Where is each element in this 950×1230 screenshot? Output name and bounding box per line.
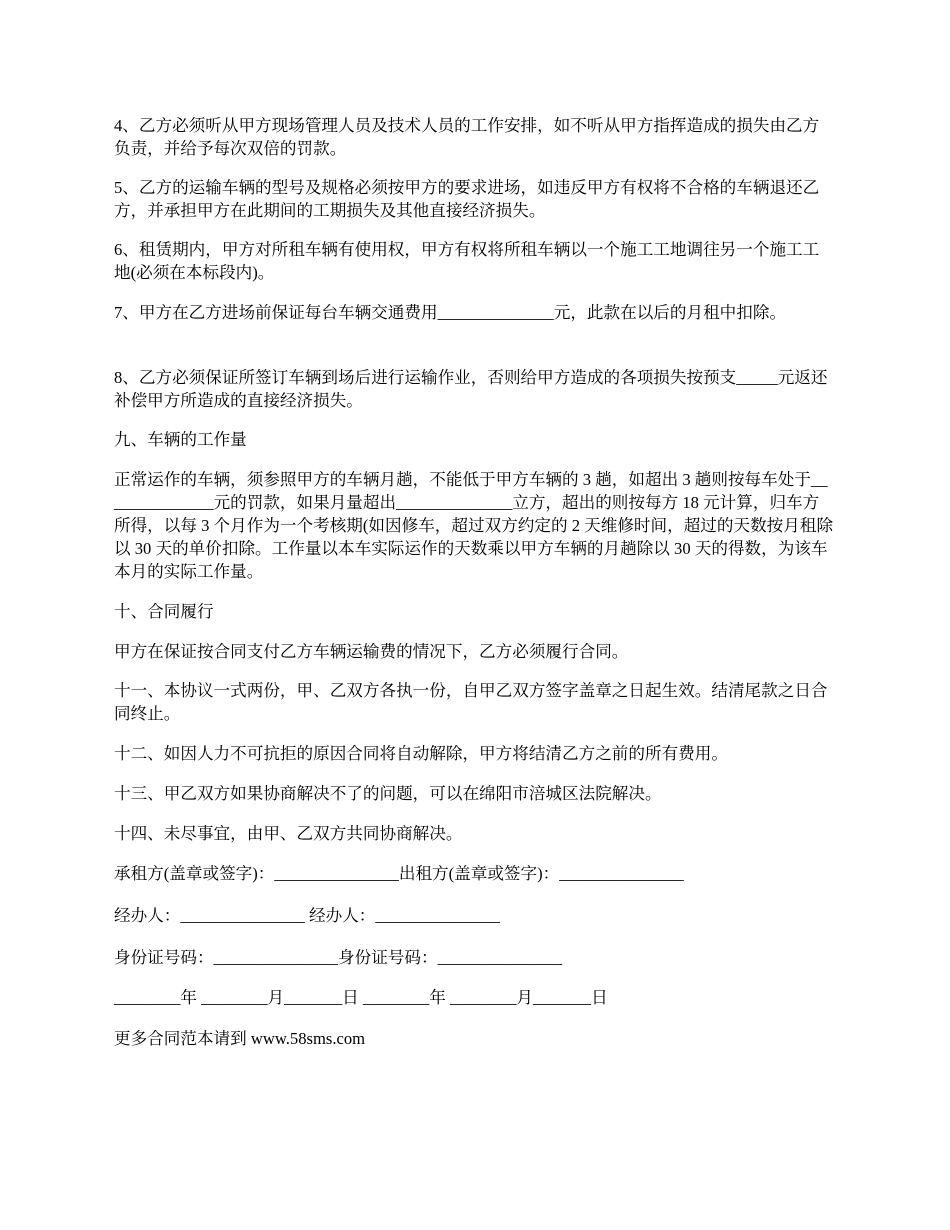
- clause-14: 十四、未尽事宜，由甲、乙双方共同协商解决。: [114, 824, 463, 843]
- clause-8: 8、乙方必须保证所签订车辆到场后进行运输作业，否则给甲方造成的各项损失按预支_____元返还补偿甲方所造成的直接经济损失。: [114, 368, 828, 410]
- clause-13: 十三、甲乙双方如果协商解决不了的问题，可以在绵阳市涪城区法院解决。: [114, 784, 662, 803]
- clause-4: 4、乙方必须听从甲方现场管理人员及技术人员的工作安排，如不听从甲方指挥造成的损失由乙方负责，并给予每次双倍的罚款。: [114, 116, 820, 158]
- workload-paragraph: 正常运作的车辆，须参照甲方的车辆月趟，不能低于甲方车辆的 3 趟，如超出 3 趟则按每车处于______________元的罚款，如果月量超出______________立方，超出的则按每方 18 元计算，归车方所得，以每 3 个月作为一个考核期(如因修车，超过双方约定的 2 天维修时间，超过的天数按月租除以 30 天的单价扣除。工作量以本车实际运作的天数乘以甲方车辆的月趟除以 30 天的得数，为该车本月的实际工作量。: [114, 470, 834, 581]
- clause-11: 十一、本协议一式两份，甲、乙双方各执一份，自甲乙双方签字盖章之日起生效。结清尾款之日合同终止。: [114, 681, 828, 723]
- signature-line-dates: ________年 ________月_______日 ________年 ________月_______日: [114, 988, 608, 1007]
- section-heading-9: 九、车辆的工作量: [114, 430, 247, 449]
- section-heading-10: 十、合同履行: [114, 602, 214, 621]
- signature-line-handlers: 经办人：_______________ 经办人：_______________: [114, 906, 500, 925]
- footer-website-note: 更多合同范本请到 www.58sms.com: [114, 1029, 366, 1048]
- clause-7: 7、甲方在乙方进场前保证每台车辆交通费用______________元，此款在以后的月租中扣除。: [114, 303, 787, 322]
- contract-performance-paragraph: 甲方在保证按合同支付乙方车辆运输费的情况下，乙方必须履行合同。: [114, 642, 629, 661]
- signature-line-parties: 承租方(盖章或签字)：_______________出租方(盖章或签字)：_______________: [114, 864, 684, 883]
- signature-line-id-numbers: 身份证号码：_______________身份证号码：_______________: [114, 948, 563, 967]
- clause-5: 5、乙方的运输车辆的型号及规格必须按甲方的要求进场，如违反甲方有权将不合格的车辆退还乙方，并承担甲方在此期间的工期损失及其他直接经济损失。: [114, 178, 820, 220]
- clause-6: 6、租赁期内，甲方对所租车辆有使用权，甲方有权将所租车辆以一个施工工地调往另一个施工工地(必须在本标段内)。: [114, 240, 820, 282]
- clause-12: 十二、如因人力不可抗拒的原因合同将自动解除，甲方将结清乙方之前的所有费用。: [114, 744, 728, 763]
